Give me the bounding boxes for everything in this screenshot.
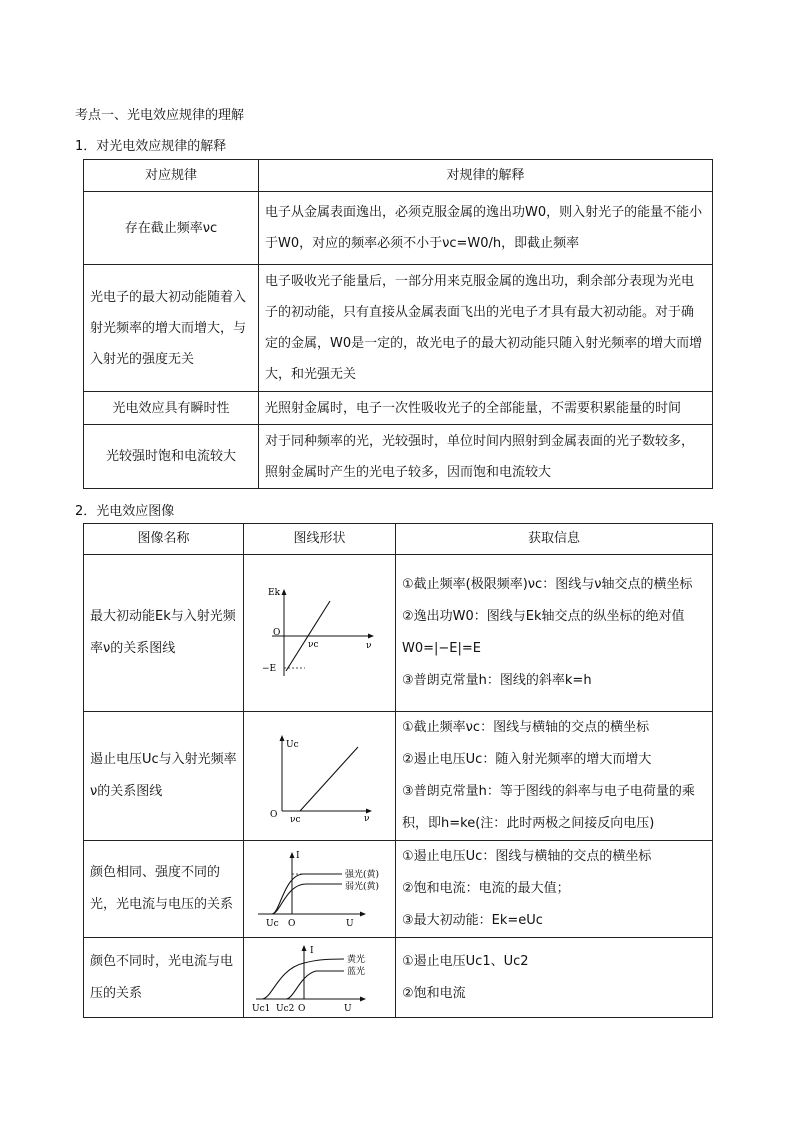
curve1-label: 黄光 bbox=[346, 954, 365, 965]
graph-cell bbox=[244, 712, 396, 841]
info-line: ②饱和电流：电流的最大值； bbox=[402, 881, 570, 896]
explanation-cell: 电子从金属表面逸出，必须克服金属的逸出功W0，则入射光子的能量不能小于W0，对应的频率必须不小于νc=W0/h，即截止频率 bbox=[259, 192, 713, 265]
uc-frequency-graph bbox=[260, 729, 380, 824]
origin-label: O bbox=[272, 627, 280, 638]
y-axis-label: I bbox=[295, 851, 300, 861]
y-axis-label: Uc bbox=[285, 739, 299, 750]
graph-name-cell: 最大初动能Ek与入射光频率ν的关系图线 bbox=[84, 555, 244, 712]
x-axis-label: ν bbox=[363, 813, 369, 824]
intercept-x-label: Uc bbox=[265, 919, 279, 929]
part1-title: 1．对光电效应规律的解释 bbox=[75, 139, 227, 154]
rules-table bbox=[83, 159, 713, 489]
part2-title: 2．光电效应图像 bbox=[75, 504, 175, 519]
ek-frequency-graph bbox=[260, 581, 380, 686]
rule-cell: 光较强时饱和电流较大 bbox=[84, 425, 259, 489]
column-header: 图像名称 bbox=[84, 524, 244, 555]
info-cell bbox=[396, 938, 713, 1018]
info-line: ①截止频率νc：图线与横轴的交点的横坐标 bbox=[402, 720, 650, 735]
origin-label: O bbox=[297, 1003, 305, 1014]
table-header-row bbox=[84, 160, 713, 192]
intensity-current-graph bbox=[250, 848, 390, 930]
table-row bbox=[84, 938, 713, 1018]
explanation-cell: 电子吸收光子能量后，一部分用来克服金属的逸出功，剩余部分表现为光电子的初动能，只有直接从金属表面飞出的光电子才具有最大初动能。对于确定的金属，W0是一定的，故光电子的最大初动能只随入射光频率的增大而增大，和光强无关 bbox=[259, 265, 713, 392]
rule-cell: 光电子的最大初动能随着入射光频率的增大而增大，与入射光的强度无关 bbox=[84, 265, 259, 392]
info-line: ②遏止电压Uc：随入射光频率的增大而增大 bbox=[402, 752, 652, 767]
y-axis-label: Ek bbox=[267, 587, 280, 598]
curve2-label: 蓝光 bbox=[346, 966, 365, 977]
info-line: ②逸出功W0：图线与Ek轴交点的纵坐标的绝对值W0=|−E|=E bbox=[402, 609, 685, 656]
explanation-cell: 对于同种频率的光，光较强时，单位时间内照射到金属表面的光子数较多，照射金属时产生的光电子较多，因而饱和电流较大 bbox=[259, 425, 713, 489]
info-line: ③普朗克常量h：等于图线的斜率与电子电荷量的乘积，即h=ke(注：此时两极之间接反向电压) bbox=[402, 784, 695, 831]
info-line: ③普朗克常量h：图线的斜率k=h bbox=[402, 673, 592, 688]
graph-name-cell: 遏止电压Uc与入射光频率ν的关系图线 bbox=[84, 712, 244, 841]
intercept-x1-label: Uc1 bbox=[251, 1003, 270, 1014]
y-axis-label: I bbox=[309, 945, 314, 956]
info-cell bbox=[396, 712, 713, 841]
intercept-x-label: νc bbox=[289, 814, 301, 824]
rule-cell: 存在截止频率νc bbox=[84, 192, 259, 265]
x-axis-label: U bbox=[343, 1003, 352, 1014]
table-row bbox=[84, 841, 713, 938]
color-current-graph bbox=[250, 941, 390, 1015]
curve2-label: 弱光(黄) bbox=[344, 882, 379, 892]
column-header: 对规律的解释 bbox=[259, 160, 713, 192]
origin-label: O bbox=[287, 919, 295, 929]
x-axis-label: ν bbox=[365, 640, 371, 651]
info-cell bbox=[396, 555, 713, 712]
info-line: ①截止频率(极限频率)νc：图线与ν轴交点的横坐标 bbox=[402, 577, 693, 592]
table-row bbox=[84, 392, 713, 425]
info-line: ②饱和电流 bbox=[402, 985, 466, 1001]
explanation-cell: 光照射金属时，电子一次性吸收光子的全部能量，不需要积累能量的时间 bbox=[259, 392, 713, 425]
table-row bbox=[84, 425, 713, 489]
intercept-x-label: νc bbox=[307, 639, 319, 650]
column-header: 图线形状 bbox=[244, 524, 396, 555]
column-header: 获取信息 bbox=[396, 524, 713, 555]
origin-label: O bbox=[269, 809, 277, 820]
graph-name-cell: 颜色不同时，光电流与电压的关系 bbox=[84, 938, 244, 1018]
intercept-x2-label: Uc2 bbox=[275, 1003, 294, 1014]
graph-cell bbox=[244, 841, 396, 938]
graph-cell bbox=[244, 938, 396, 1018]
x-axis-label: U bbox=[345, 919, 354, 929]
graph-name-cell: 颜色相同、强度不同的光，光电流与电压的关系 bbox=[84, 841, 244, 938]
info-line: ③最大初动能：Ek=eUc bbox=[402, 913, 543, 928]
table-row bbox=[84, 192, 713, 265]
info-line: ①遏止电压Uc：图线与横轴的交点的横坐标 bbox=[402, 849, 652, 864]
graphs-table bbox=[83, 523, 713, 1018]
section-title: 考点一、光电效应规律的理解 bbox=[75, 108, 245, 123]
graph-cell bbox=[244, 555, 396, 712]
intercept-y-label: −E bbox=[261, 663, 276, 674]
table-row bbox=[84, 555, 713, 712]
rule-cell: 光电效应具有瞬时性 bbox=[84, 392, 259, 425]
table-header-row bbox=[84, 524, 713, 555]
info-line: ①遏止电压Uc1、Uc2 bbox=[402, 953, 529, 969]
table-row bbox=[84, 712, 713, 841]
info-cell bbox=[396, 841, 713, 938]
column-header: 对应规律 bbox=[84, 160, 259, 192]
curve1-label: 强光(黄) bbox=[344, 870, 379, 880]
table-row bbox=[84, 265, 713, 392]
